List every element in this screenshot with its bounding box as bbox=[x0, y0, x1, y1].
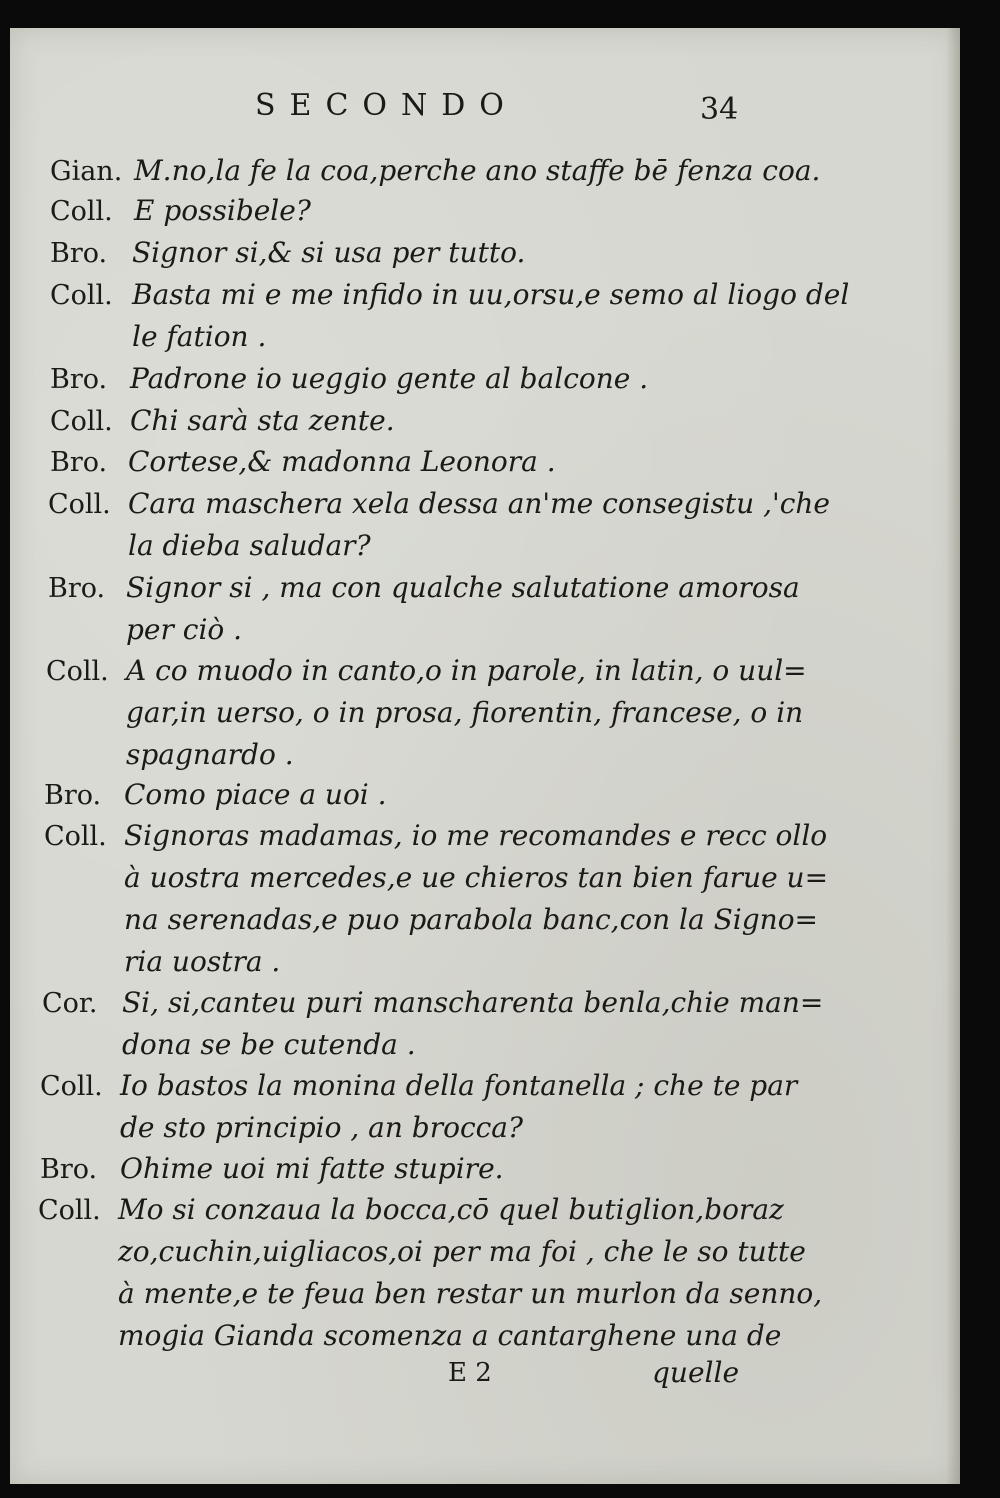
dialogue-line: spagnardo . bbox=[126, 738, 294, 771]
dialogue-line: Si, si,canteu puri manscharenta benla,chie man= bbox=[122, 986, 824, 1019]
dialogue-line: Ohime uoi mi fatte stupire. bbox=[120, 1152, 504, 1185]
speaker-label: Coll. bbox=[38, 1195, 101, 1226]
dialogue-line: ria uostra . bbox=[124, 945, 281, 978]
running-head: SECONDO bbox=[255, 88, 518, 123]
speaker-label: Bro. bbox=[50, 238, 108, 269]
dialogue-line: Chi sarà sta zente. bbox=[130, 404, 395, 437]
catchword: quelle bbox=[652, 1356, 740, 1389]
book-page bbox=[10, 28, 960, 1484]
dialogue-line: Signor si , ma con qualche salutatione amorosa bbox=[126, 571, 800, 604]
dialogue-line: Cortese,& madonna Leonora . bbox=[128, 445, 556, 478]
page-edge-shadow bbox=[946, 28, 960, 1484]
dialogue-line: gar,in uerso, o in prosa, fiorentin, francese, o in bbox=[126, 696, 804, 729]
dialogue-line: à mente,e te feua ben restar un murlon da senno, bbox=[118, 1277, 823, 1310]
dialogue-line: Basta mi e me infido in uu,orsu,e semo al liogo del bbox=[132, 278, 850, 311]
dialogue-line: Signoras madamas, io me recomandes e recc ollo bbox=[124, 819, 828, 852]
speaker-label: Coll. bbox=[44, 821, 107, 852]
dialogue-line: zo,cuchin,uigliacos,oi per ma foi , che le so tutte bbox=[118, 1235, 806, 1268]
dialogue-line: dona se be cutenda . bbox=[122, 1028, 416, 1061]
speaker-label: Bro. bbox=[40, 1154, 98, 1185]
dialogue-line: na serenadas,e puo parabola banc,con la Signo= bbox=[124, 903, 819, 936]
speaker-label: Gian. bbox=[50, 156, 123, 187]
dialogue-line: mogia Gianda scomenza a cantarghene una de bbox=[118, 1319, 782, 1352]
speaker-label: Cor. bbox=[42, 988, 98, 1019]
dialogue-line: per ciò . bbox=[126, 613, 243, 646]
dialogue-line: de sto principio , an brocca? bbox=[120, 1111, 524, 1144]
speaker-label: Coll. bbox=[46, 656, 109, 687]
speaker-label: Coll. bbox=[50, 406, 113, 437]
dialogue-line: Padrone io ueggio gente al balcone . bbox=[130, 362, 649, 395]
speaker-label: Bro. bbox=[48, 573, 106, 604]
speaker-label: Bro. bbox=[50, 447, 108, 478]
dialogue-line: Cara maschera xela dessa an'me consegistu ,'che bbox=[128, 487, 830, 520]
dialogue-line: Mo si conzaua la bocca,cō quel butiglion,boraz bbox=[118, 1193, 784, 1226]
dialogue-line: la dieba saludar? bbox=[128, 529, 371, 562]
speaker-label: Coll. bbox=[50, 280, 113, 311]
signature-mark: E 2 bbox=[448, 1358, 492, 1388]
dialogue-line: Signor si,& si usa per tutto. bbox=[132, 236, 526, 269]
dialogue-line: Io bastos la monina della fontanella ; che te par bbox=[120, 1069, 798, 1102]
speaker-label: Coll. bbox=[50, 196, 113, 227]
dialogue-line: E possibele? bbox=[134, 194, 311, 227]
speaker-label: Bro. bbox=[44, 780, 102, 811]
speaker-label: Coll. bbox=[40, 1071, 103, 1102]
speaker-label: Bro. bbox=[50, 364, 108, 395]
page-header bbox=[10, 88, 960, 138]
dialogue-line: à uostra mercedes,e ue chieros tan bien farue u= bbox=[124, 861, 829, 894]
page-number: 34 bbox=[700, 92, 739, 127]
dialogue-line: le fation . bbox=[132, 320, 267, 353]
speaker-label: Coll. bbox=[48, 489, 111, 520]
dialogue-line: A co muodo in canto,o in parole, in latin, o uul= bbox=[126, 654, 807, 687]
dialogue-line: Como piace a uoi . bbox=[124, 778, 387, 811]
dialogue-line: M.no,la fe la coa,perche ano staffe bē fenza coa. bbox=[134, 154, 821, 187]
